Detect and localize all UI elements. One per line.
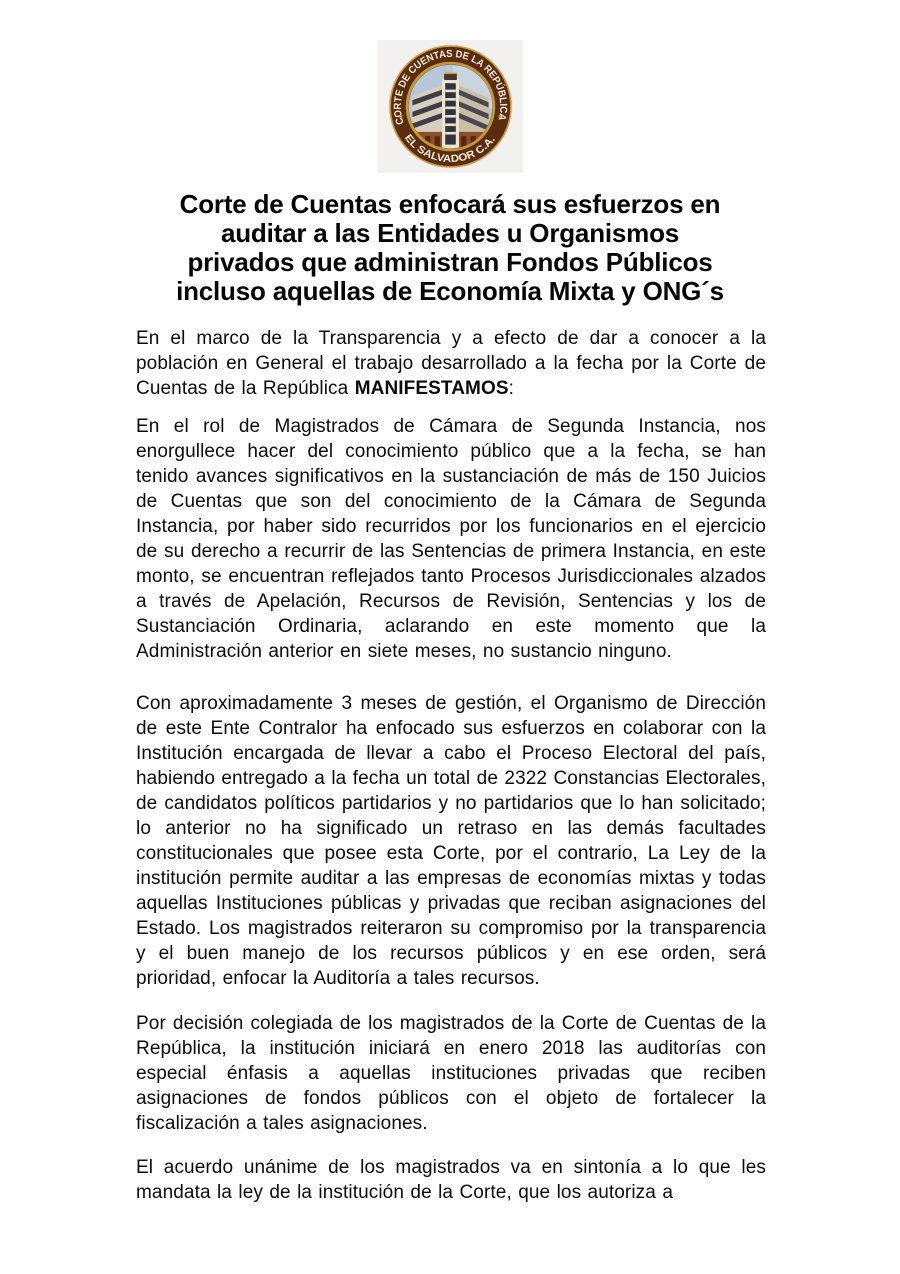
title-line-4: incluso aquellas de Economía Mixta y ONG´s	[176, 276, 724, 306]
logo-box	[378, 40, 523, 173]
manifestamos-bold-text: MANIFESTAMOS	[354, 378, 509, 399]
title-line-2: auditar a las Entidades u Organismos	[220, 218, 680, 248]
page-title	[60, 190, 840, 306]
title-line-1: Corte de Cuentas enfocará sus esfuerzos en	[179, 189, 721, 219]
intro-text: En el marco de la Transparencia y a efecto de dar a conocer a la población en General el trabajo desarrollado a la fecha por la Corte de Cuentas de la República	[136, 328, 766, 399]
document-body	[136, 326, 766, 1205]
paragraph-juicios-de-cuentas: En el rol de Magistrados de Cámara de Segunda Instancia, nos enorgullece hacer del conocimiento público que a la fecha, se han tenido avances significativos en la sustanciación de más de 150 Juicios de Cuentas que son del conocimiento de la Cámara de Segunda Instancia, por haber sido recurridos por los funcionarios en el ejercicio de su derecho a recurrir de las Sentencias de primera Instancia, en este monto, se encuentran reflejados tanto Procesos Jurisdiccionales alzados a través de Apelación, Recursos de Revisión, Sentencias y los de Sustanciación Ordinaria, aclarando en este momento que la Administración anterior en siete meses, no sustancio ninguno.	[136, 416, 766, 662]
title-line-3: privados que administran Fondos Públicos	[187, 247, 713, 277]
seal-ring-text-top: CORTE DE CUENTAS DE LA REPÚBLICA	[392, 48, 509, 126]
seal-ring-text-bottom: EL SALVADOR C.A.	[402, 132, 498, 166]
paragraph-proceso-electoral: Con aproximadamente 3 meses de gestión, el Organismo de Dirección de este Ente Contralor ha enfocado sus esfuerzos en colaborar con la Institución encargada de llevar a cabo el Proceso Electoral del país, habiendo entregado a la fecha un total de 2322 Constancias Electorales, de candidatos políticos partidarios y no partidarios que lo han solicitado; lo anterior no ha significado un retraso en las demás facultades constitucionales que posee esta Corte, por el contrario, La Ley de la institución permite auditar a las empresas de economías mixtas y todas aquellas Instituciones públicas y privadas que reciban asignaciones del Estado. Los magistrados reiteraron su compromiso por la transparencia y el buen manejo de los recursos públicos y en ese orden, será prioridad, enfocar la Auditoría a tales recursos.	[136, 693, 766, 989]
seal-dot-left	[399, 115, 402, 118]
intro-colon: :	[508, 378, 514, 399]
corte-de-cuentas-seal-icon	[387, 43, 514, 170]
paragraph-intro	[136, 326, 766, 401]
seal-dot-right	[498, 115, 501, 118]
paragraph-auditorias-2018: Por decisión colegiada de los magistrados de la Corte de Cuentas de la República, la institución iniciará en enero 2018 las auditorías con especial énfasis a aquellas instituciones privadas que reciben asignaciones de fondos públicos con el objeto de fortalecer la fiscalización a tales asignaciones.	[136, 1013, 766, 1134]
paragraph-acuerdo-unanime: El acuerdo unánime de los magistrados va en sintonía a lo que les mandata la ley de la institución de la Corte, que los autoriza a	[136, 1157, 766, 1203]
